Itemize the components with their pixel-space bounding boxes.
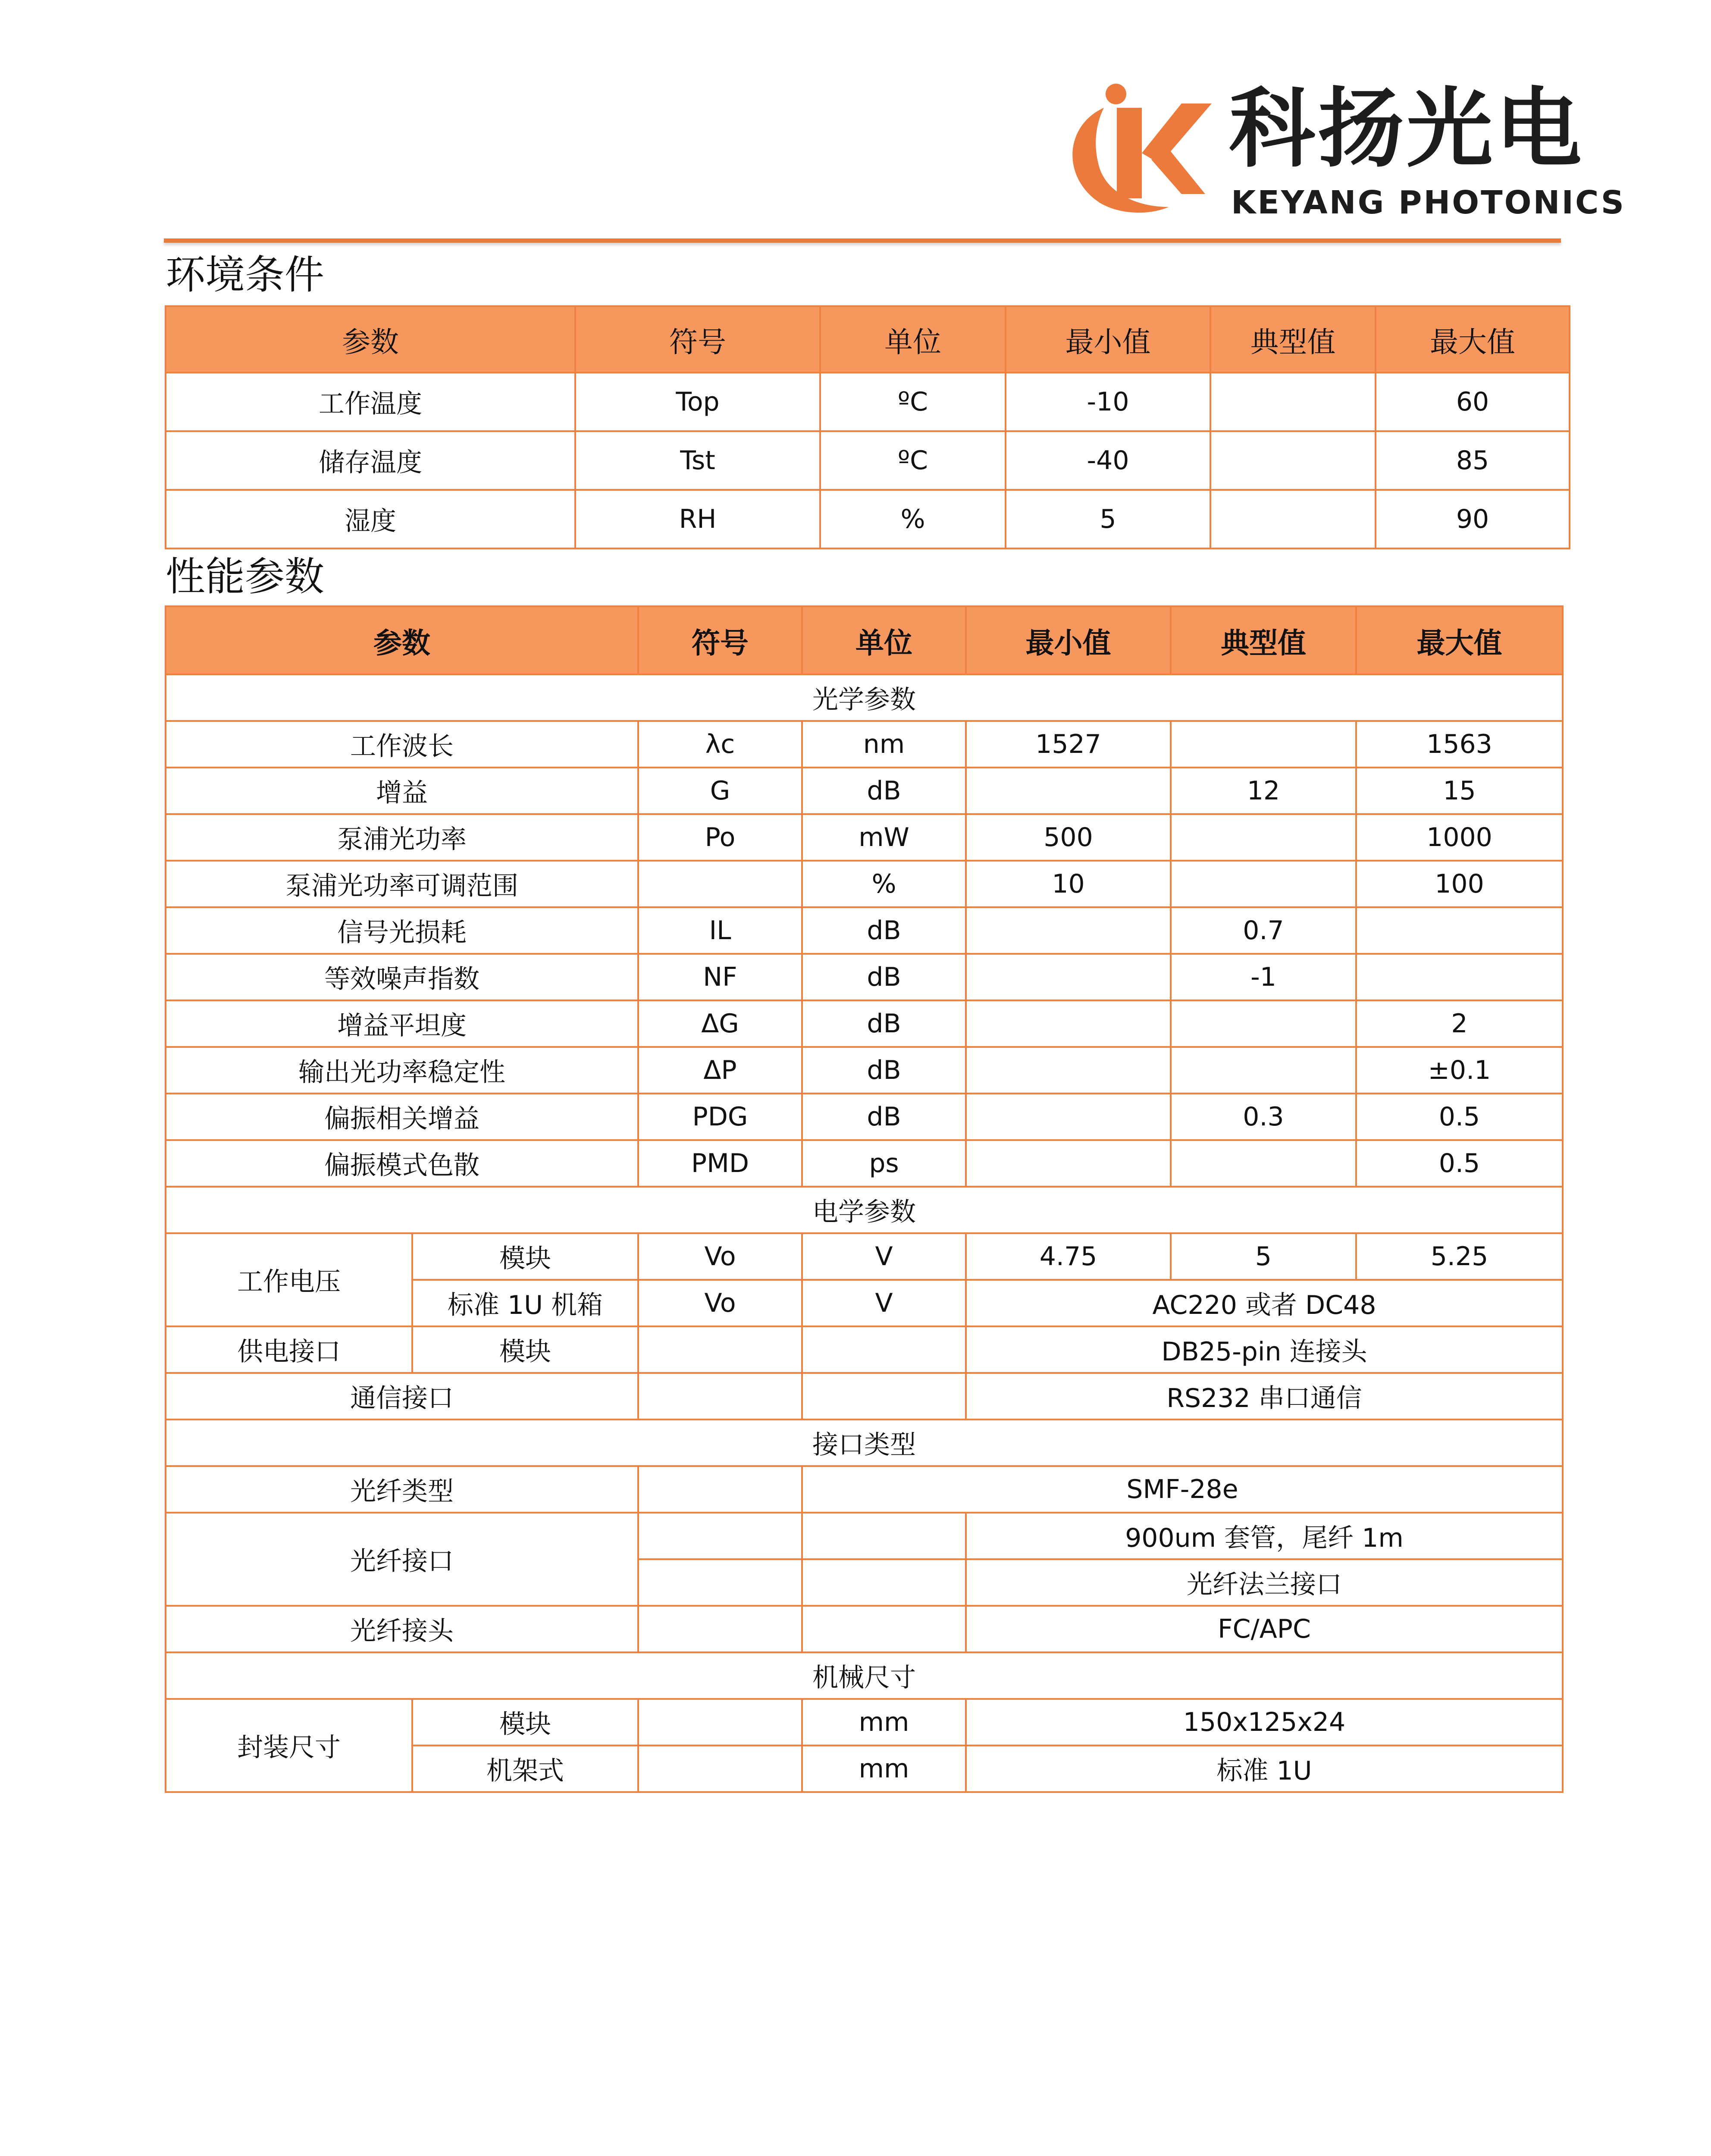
- cell-typ: [1171, 1047, 1356, 1094]
- cell-unit: ºC: [820, 431, 1006, 490]
- cell-unit: dB: [802, 1047, 966, 1094]
- cell-min: [966, 1047, 1171, 1094]
- cell-param: 湿度: [166, 490, 575, 548]
- table-row: [166, 1047, 1563, 1094]
- table-row: [166, 1373, 1563, 1420]
- cell-max: 1563: [1356, 721, 1563, 768]
- cell-param: 光纤接头: [166, 1606, 638, 1652]
- table-row: [166, 721, 1563, 768]
- cell-min: -10: [1006, 373, 1210, 431]
- cell-unit: [802, 1373, 966, 1420]
- table-row: [166, 1699, 1563, 1745]
- cell-param: 泵浦光功率可调范围: [166, 861, 638, 907]
- cell-symbol: [638, 1373, 802, 1420]
- cell-max: [1356, 954, 1563, 1000]
- cell-typ: [1210, 431, 1376, 490]
- cell-param-voltage: 工作电压: [166, 1233, 412, 1326]
- cell-symbol: [638, 1326, 802, 1373]
- perf-section-title: 性能参数: [166, 554, 325, 600]
- cell-unit: V: [802, 1233, 966, 1280]
- header-divider: [164, 238, 1561, 243]
- table-row: [166, 1000, 1563, 1047]
- cell-min: 5: [1006, 490, 1210, 548]
- performance-table: [165, 605, 1564, 1793]
- cell-param: 偏振模式色散: [166, 1140, 638, 1187]
- cell-value: AC220 或者 DC48: [966, 1280, 1563, 1326]
- section-label: 电学参数: [166, 1187, 1563, 1233]
- cell-typ: -1: [1171, 954, 1356, 1000]
- table-row: [166, 1140, 1563, 1187]
- cell-max: 85: [1376, 431, 1570, 490]
- col-header-unit: 单位: [802, 606, 966, 674]
- cell-value: 光纤法兰接口: [966, 1559, 1563, 1606]
- cell-symbol: [638, 861, 802, 907]
- cell-param: 通信接口: [166, 1373, 638, 1420]
- brand-name-cn: 科扬光电: [1229, 79, 1585, 179]
- cell-typ: 0.7: [1171, 907, 1356, 954]
- cell-min: 10: [966, 861, 1171, 907]
- cell-symbol: Po: [638, 814, 802, 861]
- table-row: [166, 1233, 1563, 1280]
- table-header-row: [166, 606, 1563, 674]
- cell-param: 偏振相关增益: [166, 1094, 638, 1140]
- cell-max: 1000: [1356, 814, 1563, 861]
- cell-min: 500: [966, 814, 1171, 861]
- cell-param: 信号光损耗: [166, 907, 638, 954]
- cell-unit: %: [802, 861, 966, 907]
- cell-symbol: [638, 1466, 802, 1513]
- cell-param: 增益: [166, 768, 638, 814]
- cell-subparam: 标准 1U 机箱: [412, 1280, 638, 1326]
- section-label: 机械尺寸: [166, 1652, 1563, 1699]
- table-row: [166, 1326, 1563, 1373]
- cell-unit: [802, 1513, 966, 1559]
- cell-max: [1356, 907, 1563, 954]
- cell-symbol: [638, 1745, 802, 1792]
- table-row: [166, 1606, 1563, 1652]
- col-header-symbol: 符号: [638, 606, 802, 674]
- table-row: [166, 1466, 1563, 1513]
- cell-typ: [1210, 490, 1376, 548]
- cell-param: 输出光功率稳定性: [166, 1047, 638, 1094]
- cell-typ: [1171, 1140, 1356, 1187]
- cell-param: 光纤接口: [166, 1513, 638, 1606]
- cell-max: 5.25: [1356, 1233, 1563, 1280]
- cell-max: 100: [1356, 861, 1563, 907]
- cell-typ: 5: [1171, 1233, 1356, 1280]
- col-header-min: 最小值: [966, 606, 1171, 674]
- cell-param: 供电接口: [166, 1326, 412, 1373]
- cell-symbol: [638, 1513, 802, 1559]
- cell-subparam: 模块: [412, 1326, 638, 1373]
- cell-value: 900um 套管，尾纤 1m: [966, 1513, 1563, 1559]
- cell-typ: 12: [1171, 768, 1356, 814]
- cell-symbol: [638, 1699, 802, 1745]
- cell-symbol: PMD: [638, 1140, 802, 1187]
- cell-unit: mW: [802, 814, 966, 861]
- cell-max: 2: [1356, 1000, 1563, 1047]
- col-header-param: 参数: [166, 306, 575, 373]
- col-header-typ: 典型值: [1171, 606, 1356, 674]
- cell-unit: ps: [802, 1140, 966, 1187]
- cell-unit: dB: [802, 1094, 966, 1140]
- cell-value: RS232 串口通信: [966, 1373, 1563, 1420]
- cell-subparam: 模块: [412, 1233, 638, 1280]
- table-row: [166, 1513, 1563, 1559]
- cell-symbol: λc: [638, 721, 802, 768]
- cell-value: 标准 1U: [966, 1745, 1563, 1792]
- cell-subparam: 模块: [412, 1699, 638, 1745]
- cell-unit: mm: [802, 1699, 966, 1745]
- cell-param-package: 封装尺寸: [166, 1699, 412, 1792]
- col-header-symbol: 符号: [575, 306, 820, 373]
- col-header-min: 最小值: [1006, 306, 1210, 373]
- cell-max: 0.5: [1356, 1140, 1563, 1187]
- cell-param: 工作温度: [166, 373, 575, 431]
- env-conditions-table: [165, 305, 1570, 549]
- cell-symbol: G: [638, 768, 802, 814]
- col-header-unit: 单位: [820, 306, 1006, 373]
- table-row: [166, 861, 1563, 907]
- cell-unit: mm: [802, 1745, 966, 1792]
- cell-max: 15: [1356, 768, 1563, 814]
- cell-min: -40: [1006, 431, 1210, 490]
- cell-param: 光纤类型: [166, 1466, 638, 1513]
- cell-symbol: Vo: [638, 1233, 802, 1280]
- cell-symbol: Top: [575, 373, 820, 431]
- section-row-optical: [166, 674, 1563, 721]
- table-header-row: [166, 306, 1570, 373]
- cell-value: 150x125x24: [966, 1699, 1563, 1745]
- cell-min: [966, 1140, 1171, 1187]
- cell-typ: [1171, 1000, 1356, 1047]
- cell-unit: %: [820, 490, 1006, 548]
- col-header-param: 参数: [166, 606, 638, 674]
- cell-value: DB25-pin 连接头: [966, 1326, 1563, 1373]
- cell-symbol: RH: [575, 490, 820, 548]
- company-logo: [1052, 78, 1626, 224]
- cell-unit: dB: [802, 768, 966, 814]
- cell-max: 90: [1376, 490, 1570, 548]
- cell-unit: nm: [802, 721, 966, 768]
- cell-typ: [1210, 373, 1376, 431]
- cell-min: 4.75: [966, 1233, 1171, 1280]
- table-row: [166, 490, 1570, 548]
- cell-unit: ºC: [820, 373, 1006, 431]
- col-header-max: 最大值: [1356, 606, 1563, 674]
- table-row: [166, 1094, 1563, 1140]
- cell-value: SMF-28e: [802, 1466, 1563, 1513]
- cell-symbol: Tst: [575, 431, 820, 490]
- cell-max: ±0.1: [1356, 1047, 1563, 1094]
- cell-symbol: PDG: [638, 1094, 802, 1140]
- cell-min: [966, 907, 1171, 954]
- section-row-interface: [166, 1420, 1563, 1466]
- col-header-typ: 典型值: [1210, 306, 1376, 373]
- cell-param: 等效噪声指数: [166, 954, 638, 1000]
- cell-max: 60: [1376, 373, 1570, 431]
- section-row-mechanical: [166, 1652, 1563, 1699]
- cell-subparam: 机架式: [412, 1745, 638, 1792]
- cell-param: 增益平坦度: [166, 1000, 638, 1047]
- cell-typ: [1171, 721, 1356, 768]
- cell-typ: [1171, 861, 1356, 907]
- cell-unit: dB: [802, 1000, 966, 1047]
- cell-unit: V: [802, 1280, 966, 1326]
- cell-symbol: ΔG: [638, 1000, 802, 1047]
- brand-name-en: KEYANG PHOTONICS: [1231, 184, 1626, 221]
- table-row: [166, 431, 1570, 490]
- cell-min: [966, 954, 1171, 1000]
- section-row-electrical: [166, 1187, 1563, 1233]
- cell-param: 工作波长: [166, 721, 638, 768]
- cell-min: [966, 1094, 1171, 1140]
- cell-symbol: IL: [638, 907, 802, 954]
- section-label: 接口类型: [166, 1420, 1563, 1466]
- cell-unit: [802, 1559, 966, 1606]
- cell-min: 1527: [966, 721, 1171, 768]
- cell-symbol: [638, 1559, 802, 1606]
- cell-unit: dB: [802, 954, 966, 1000]
- cell-symbol: NF: [638, 954, 802, 1000]
- env-section-title: 环境条件: [166, 252, 325, 298]
- col-header-max: 最大值: [1376, 306, 1570, 373]
- cell-min: [966, 768, 1171, 814]
- cell-unit: dB: [802, 907, 966, 954]
- section-label: 光学参数: [166, 674, 1563, 721]
- table-row: [166, 907, 1563, 954]
- cell-param: 储存温度: [166, 431, 575, 490]
- cell-max: 0.5: [1356, 1094, 1563, 1140]
- table-row: [166, 373, 1570, 431]
- cell-value: FC/APC: [966, 1606, 1563, 1652]
- table-row: [166, 814, 1563, 861]
- table-row: [166, 768, 1563, 814]
- table-row: [166, 954, 1563, 1000]
- cell-symbol: ΔP: [638, 1047, 802, 1094]
- cell-unit: [802, 1606, 966, 1652]
- keyang-k-logo-icon: [1052, 78, 1225, 224]
- cell-typ: 0.3: [1171, 1094, 1356, 1140]
- cell-symbol: Vo: [638, 1280, 802, 1326]
- cell-param: 泵浦光功率: [166, 814, 638, 861]
- cell-symbol: [638, 1606, 802, 1652]
- cell-unit: [802, 1326, 966, 1373]
- cell-typ: [1171, 814, 1356, 861]
- cell-min: [966, 1000, 1171, 1047]
